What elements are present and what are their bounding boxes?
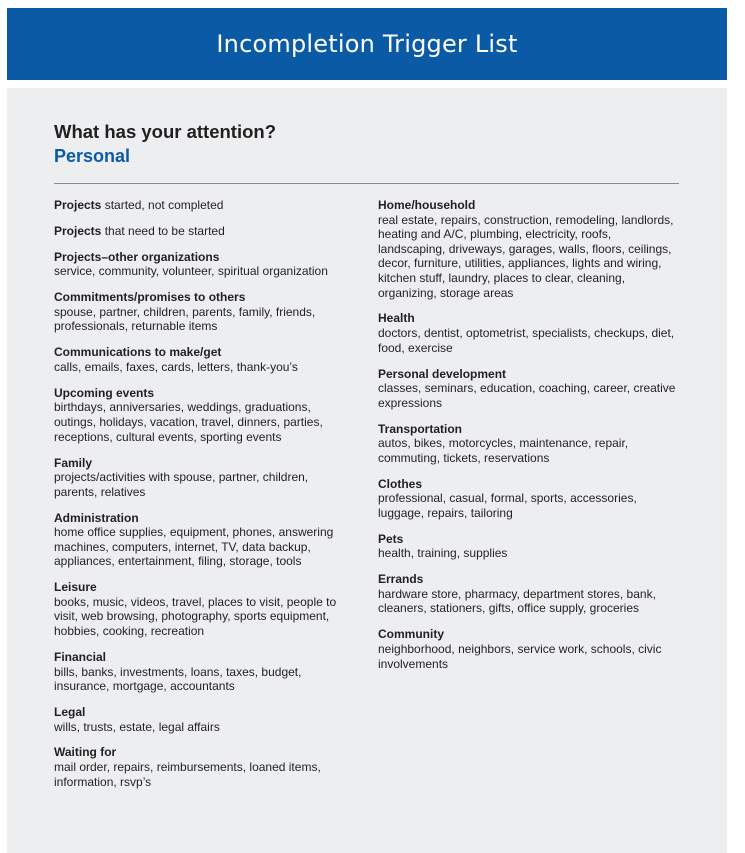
item-title: Waiting for [54, 745, 117, 760]
left-column [54, 198, 344, 801]
item-description: birthdays, anniversaries, weddings, graduations, outings, holidays, vacation, travel, dinners, parties, receptions, cultural events, sporting events [54, 400, 323, 444]
list-item [54, 224, 344, 239]
item-title: Communications to make/get [54, 345, 222, 360]
item-description: professional, casual, formal, sports, accessories, luggage, repairs, tailoring [378, 491, 637, 520]
item-description: real estate, repairs, construction, remodeling, landlords, heating and A/C, plumbing, electricity, roofs, landscaping, driveways, garages, walls, floors, ceilings, decor, furniture, utilities, appliances, lights and wiring, kitchen stuff, laundry, places to clear, cleaning, organizing, storage areas [378, 212, 674, 300]
item-title: Personal development [378, 366, 507, 381]
item-title: Errands [378, 572, 424, 587]
item-title: Administration [54, 510, 139, 525]
header-banner [7, 8, 727, 80]
item-title: Financial [54, 649, 107, 664]
item-description: neighborhood, neighbors, service work, schools, civic involvements [378, 641, 662, 671]
item-description: started, not completed [101, 198, 224, 212]
list-item [378, 572, 678, 616]
item-description: service, community, volunteer, spiritual organization [54, 264, 328, 279]
item-description: bills, banks, investments, loans, taxes, budget, insurance, mortgage, accountants [54, 664, 302, 694]
section-subheading: Personal [54, 146, 131, 166]
item-description: health, training, supplies [378, 546, 508, 561]
item-title: Legal [54, 705, 86, 719]
list-item [378, 198, 678, 300]
right-column [378, 198, 678, 682]
item-title: Transportation [378, 421, 463, 436]
item-description: mail order, repairs, reimbursements, loaned items, information, rsvp’s [54, 760, 321, 789]
item-title: Leisure [54, 580, 97, 595]
item-description: wills, trusts, estate, legal affairs [54, 719, 220, 734]
list-item [378, 422, 678, 466]
list-item [378, 532, 678, 561]
content-panel [7, 88, 727, 853]
list-item [54, 198, 344, 213]
list-item [54, 345, 344, 374]
item-description: hardware store, pharmacy, department stores, bank, cleaners, stationers, gifts, office supply, groceries [378, 586, 656, 616]
item-title: Projects [54, 198, 102, 212]
item-title: Projects–other organizations [54, 249, 220, 264]
list-item [54, 290, 344, 334]
item-title: Clothes [378, 476, 423, 491]
item-title: Health [378, 311, 415, 326]
list-item [54, 745, 344, 789]
list-item [54, 386, 344, 444]
item-description: projects/activities with spouse, partner, children, parents, relatives [54, 470, 309, 499]
item-title: Home/household [378, 198, 476, 212]
list-item [378, 477, 678, 521]
section-heading: What has your attention? [54, 121, 276, 142]
list-item [54, 456, 344, 500]
list-item [378, 311, 678, 355]
list-item [378, 627, 678, 671]
list-item [54, 705, 344, 734]
item-title: Upcoming events [54, 385, 155, 400]
page-title: Incompletion Trigger List [216, 30, 518, 58]
item-description: classes, seminars, education, coaching, career, creative expressions [378, 381, 676, 410]
list-item [378, 367, 678, 411]
item-description: home office supplies, equipment, phones, answering machines, computers, internet, TV, data backup, appliances, entertainment, filing, storage, tools [54, 525, 334, 569]
list-item [54, 580, 344, 638]
list-item [54, 250, 344, 279]
item-title: Commitments/promises to others [54, 290, 246, 305]
list-item [54, 511, 344, 569]
item-title: Family [54, 455, 93, 470]
item-description: calls, emails, faxes, cards, letters, thank-you’s [54, 359, 298, 374]
item-description: autos, bikes, motorcycles, maintenance, repair, commuting, tickets, reservations [378, 436, 629, 465]
item-description: that need to be started [101, 223, 225, 238]
item-description: doctors, dentist, optometrist, specialists, checkups, diet, food, exercise [378, 326, 675, 355]
item-title: Projects [54, 223, 102, 238]
item-description: books, music, videos, travel, places to visit, people to visit, web browsing, photography, sports equipment, hobbies, cooking, recreation [54, 594, 337, 639]
item-description: spouse, partner, children, parents, family, friends, professionals, returnable items [54, 304, 316, 334]
item-title: Community [378, 627, 444, 642]
divider [54, 183, 679, 184]
item-title: Pets [378, 531, 404, 546]
list-item [54, 650, 344, 694]
